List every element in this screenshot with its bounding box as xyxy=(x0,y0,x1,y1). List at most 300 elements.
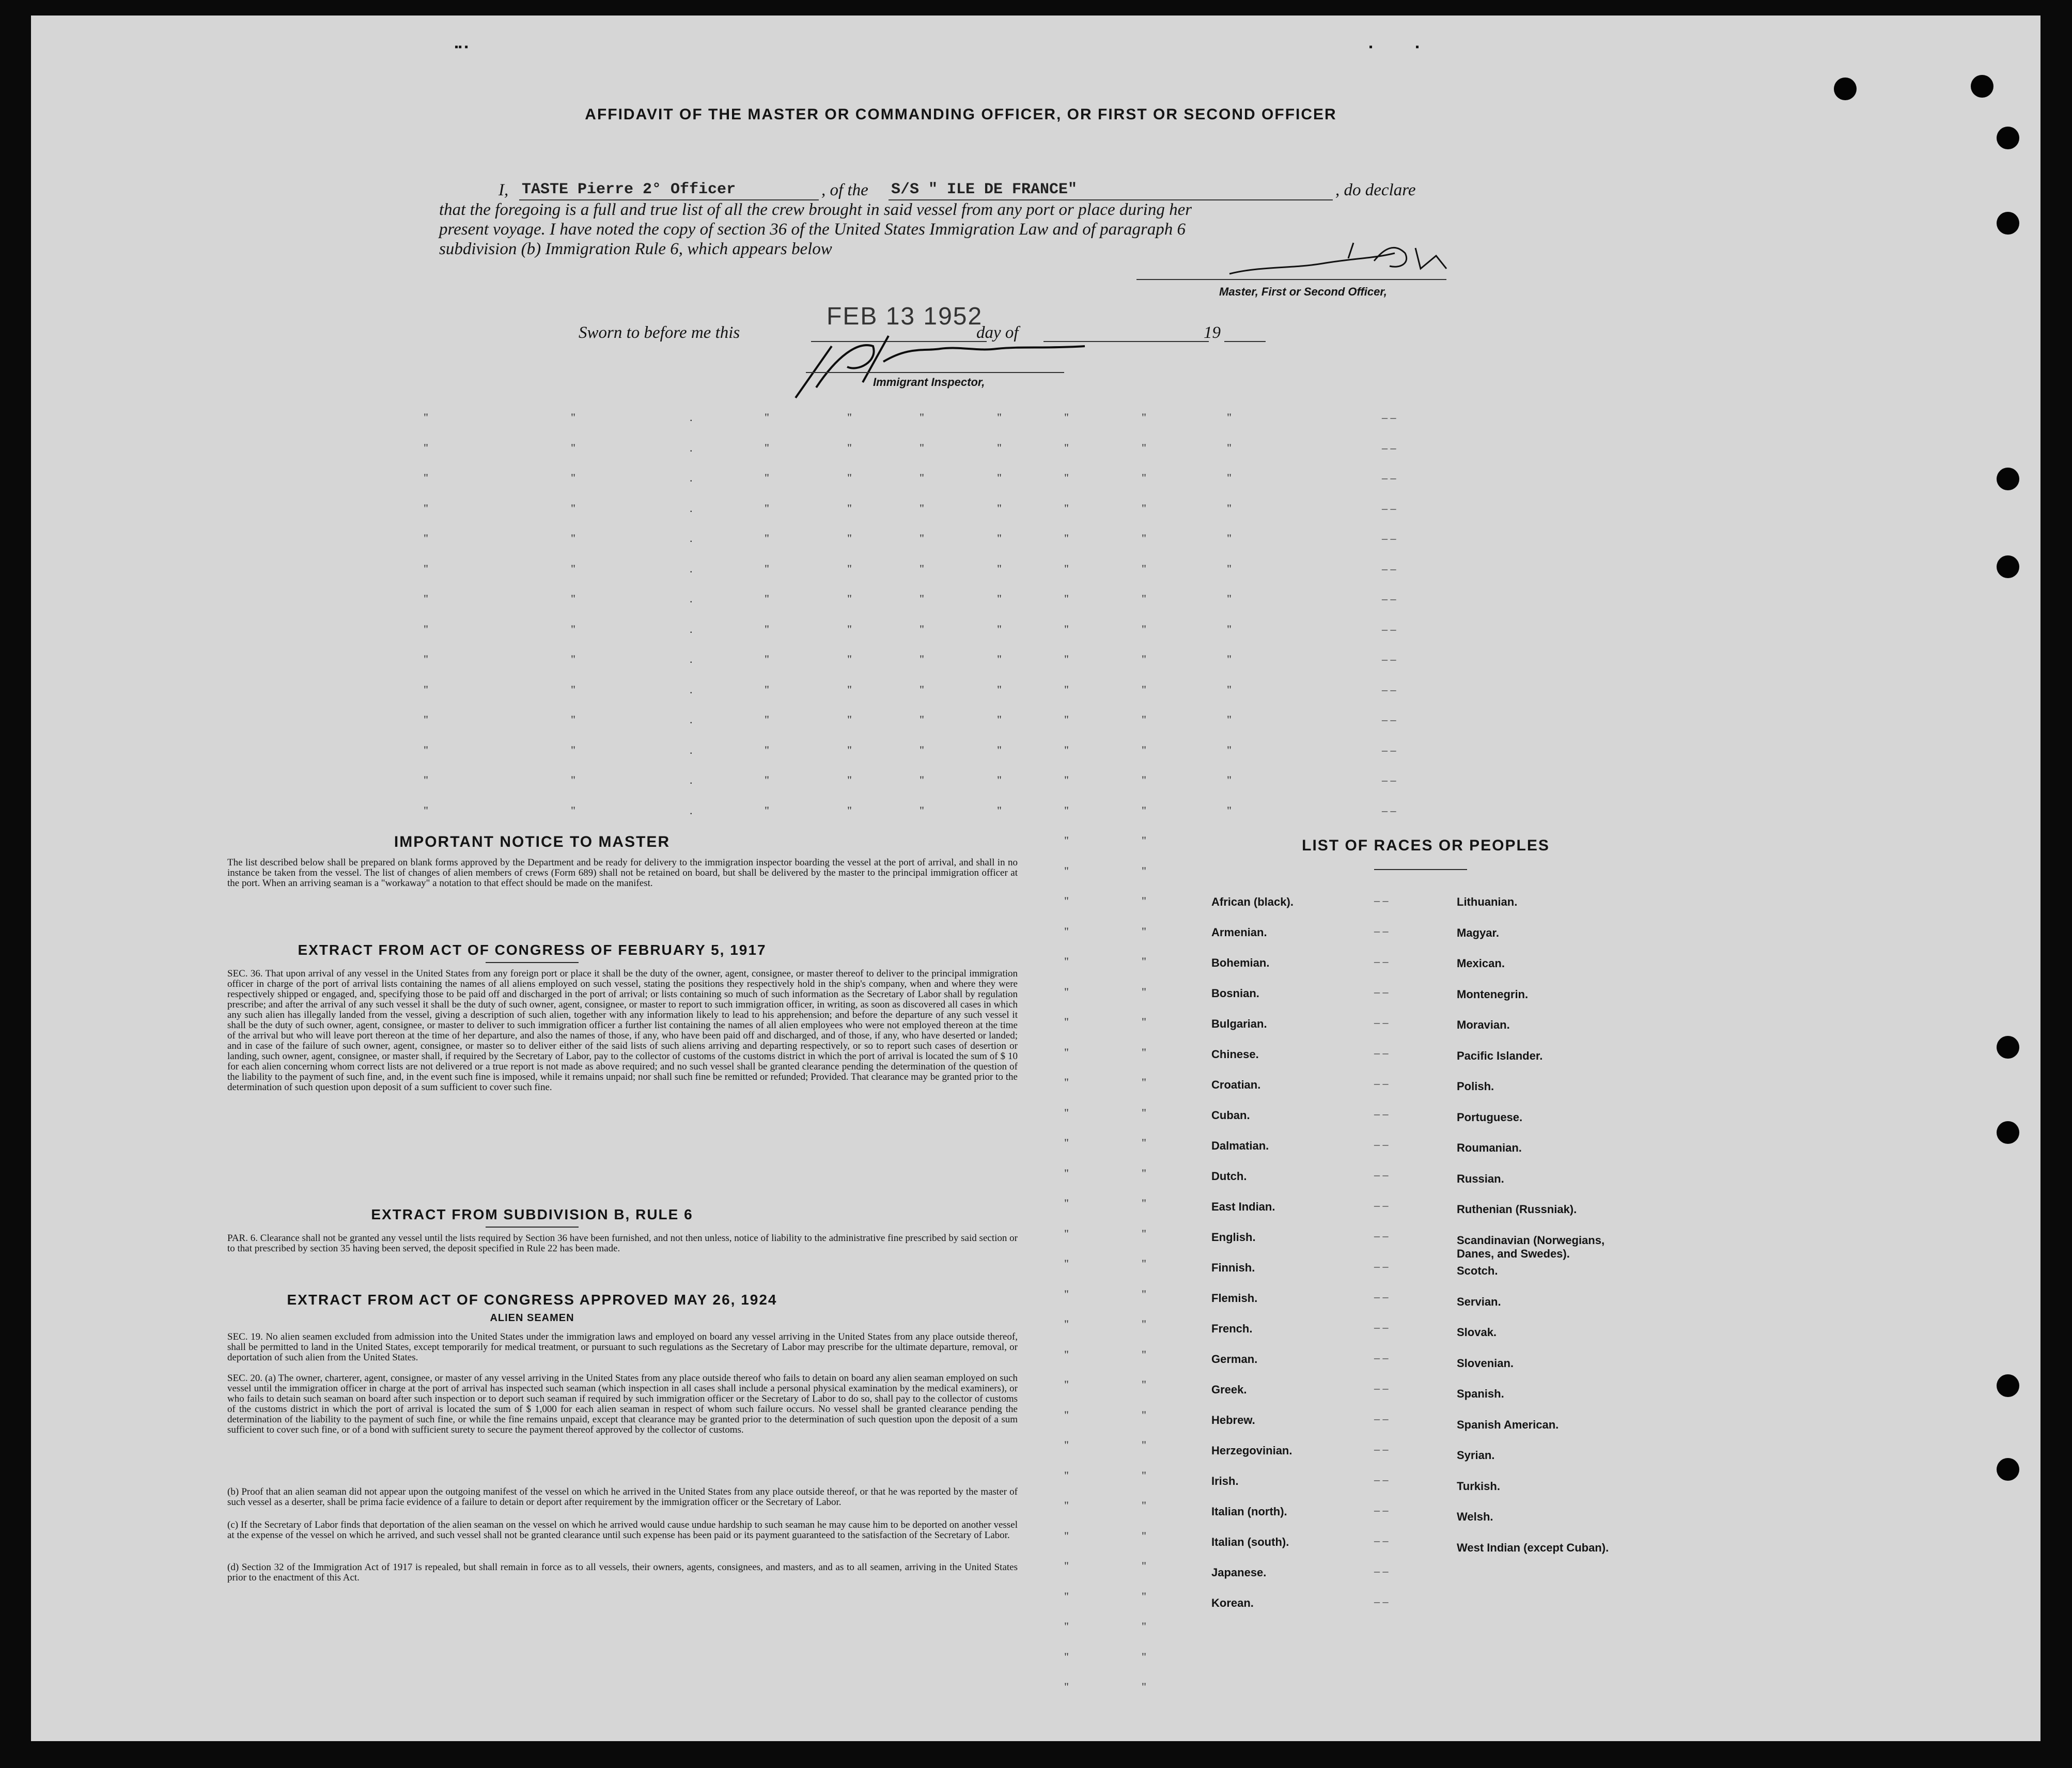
ditto-mark: " xyxy=(424,653,428,665)
race-item: Ruthenian (Russniak). xyxy=(1457,1203,1577,1216)
extract-rule6-title: EXTRACT FROM SUBDIVISION B, RULE 6 xyxy=(371,1206,693,1222)
ditto-mark: " xyxy=(571,773,575,786)
binder-hole xyxy=(1997,555,2019,578)
ditto-mark: " xyxy=(1142,1197,1146,1209)
ditto-mark: " xyxy=(997,683,1002,696)
declaration-line-3: present voyage. I have noted the copy of section 36 of the United States Immigration Law and of paragraph 6 xyxy=(439,220,1186,239)
race-dash: – – xyxy=(1374,1260,1389,1273)
ditto-mark: " xyxy=(571,592,575,605)
race-dash: – – xyxy=(1374,985,1389,998)
race-item: Welsh. xyxy=(1457,1510,1493,1523)
inspector-line xyxy=(806,372,1064,373)
sec-19-text: SEC. 19. No alien seamen excluded from admission into the United States under the immigration laws and employed on board any vessel arriving in the United States from any place outside thereof, shall be permitted to land in the United States, except temporarily for medical treatment, or pursuant to such regulations as the Secretary of Labor may prescribe for the ultimate departure, removal, or deportation of such alien from the United States. xyxy=(227,1331,1018,1363)
ditto-mark: " xyxy=(1142,1257,1146,1270)
ditto-mark: " xyxy=(1064,743,1069,756)
ditto-mark: " xyxy=(1142,1015,1146,1028)
ditto-mark: " xyxy=(920,411,924,424)
ditto-mark: " xyxy=(1064,955,1069,968)
declaration-line-4: subdivision (b) Immigration Rule 6, which appears below xyxy=(439,240,832,258)
ditto-mark: " xyxy=(1064,713,1069,726)
binder-hole xyxy=(1971,75,1993,98)
ditto-mark: " xyxy=(571,803,575,817)
of-the-text: , of the xyxy=(821,181,868,199)
ditto-mark: " xyxy=(1142,1166,1146,1180)
ditto-mark: . xyxy=(690,622,693,635)
ditto-mark: " xyxy=(1142,1468,1146,1482)
notice-body: The list described below shall be prepared on blank forms approved by the Department and be ready for delivery to the immigration inspector boarding the vessel at the port of arrival, and shall in no instance be taken from the vessel. The list of changes of alien members of crews (Form 689) shall not be retained on board, but shall be delivered by the master to the principal immigration officer at the port. When an arriving seaman is a "workaway" a notation to that effect should be made on the manifest. xyxy=(227,857,1018,889)
ditto-mark: " xyxy=(1064,653,1069,665)
ditto-mark: " xyxy=(1064,471,1069,484)
ditto-mark: " xyxy=(997,803,1002,817)
ditto-mark: " xyxy=(1227,441,1232,454)
race-dash: – – xyxy=(1374,1595,1389,1608)
race-dash: – – xyxy=(1374,1382,1389,1394)
race-item: Flemish. xyxy=(1211,1292,1258,1305)
race-dash: – – xyxy=(1374,1107,1389,1120)
race-dash: – – xyxy=(1374,1199,1389,1212)
master-officer-label: Master, First or Second Officer, xyxy=(1219,285,1387,298)
race-dash: – – xyxy=(1374,1443,1389,1455)
race-item: West Indian (except Cuban). xyxy=(1457,1541,1609,1554)
ditto-mark: " xyxy=(765,532,769,545)
print-mark: ▪ xyxy=(1415,41,1420,53)
ditto-mark: " xyxy=(424,683,428,696)
race-dash: – – xyxy=(1374,894,1389,907)
race-dash: – – xyxy=(1374,1534,1389,1547)
race-dash: – – xyxy=(1374,1564,1389,1577)
ditto-mark: " xyxy=(765,411,769,424)
ditto-mark: " xyxy=(424,501,428,515)
ditto-mark: " xyxy=(424,773,428,786)
ditto-mark: " xyxy=(765,471,769,484)
ditto-mark: " xyxy=(1064,924,1069,938)
ditto-mark: . xyxy=(690,532,693,545)
ditto-mark: " xyxy=(847,501,852,515)
ditto-mark: " xyxy=(1142,924,1146,938)
ditto-mark: " xyxy=(1227,562,1232,575)
notice-title: IMPORTANT NOTICE TO MASTER xyxy=(394,833,671,850)
race-dash: – – xyxy=(1374,1138,1389,1151)
race-dash: – – xyxy=(1374,1046,1389,1059)
ditto-mark: " xyxy=(847,411,852,424)
ditto-mark: " xyxy=(1064,441,1069,454)
race-item: Magyar. xyxy=(1457,926,1499,939)
ditto-mark: " xyxy=(1064,1045,1069,1059)
ditto-mark: " xyxy=(424,713,428,726)
ditto-mark: . xyxy=(690,743,693,756)
ditto-mark: " xyxy=(920,501,924,515)
ditto-mark: " xyxy=(1064,985,1069,998)
ditto-mark: " xyxy=(1064,1136,1069,1149)
race-item: Roumanian. xyxy=(1457,1141,1522,1154)
sworn-text: Sworn to before me this xyxy=(579,323,740,342)
ditto-mark: " xyxy=(847,683,852,696)
ditto-mark: " xyxy=(1064,864,1069,877)
race-item: Spanish. xyxy=(1457,1387,1504,1400)
ditto-mark: " xyxy=(920,441,924,454)
ditto-mark: " xyxy=(1142,803,1146,817)
year-line xyxy=(1224,341,1266,342)
race-item: East Indian. xyxy=(1211,1200,1275,1213)
ditto-mark: " xyxy=(920,532,924,545)
day-of-text: day of xyxy=(976,323,1019,342)
race-item: Hebrew. xyxy=(1211,1414,1255,1426)
ditto-mark: " xyxy=(571,622,575,635)
ditto-mark: " xyxy=(1142,1106,1146,1119)
race-item: Scandinavian (Norwegians, Danes, and Swedes). xyxy=(1457,1233,1605,1260)
ditto-mark: " xyxy=(920,471,924,484)
ditto-mark: " xyxy=(847,471,852,484)
extract-1924-title: EXTRACT FROM ACT OF CONGRESS APPROVED MAY 26, 1924 xyxy=(287,1292,777,1308)
ditto-mark: . xyxy=(690,653,693,665)
race-dash: – – xyxy=(1374,1290,1389,1303)
ditto-mark: " xyxy=(847,532,852,545)
ditto-mark: " xyxy=(765,622,769,635)
manifest-sheet xyxy=(31,15,2040,1741)
ditto-mark: " xyxy=(1142,411,1146,424)
ditto-mark: " xyxy=(920,653,924,665)
affidavit-title: AFFIDAVIT OF THE MASTER OR COMMANDING OFFICER, OR FIRST OR SECOND OFFICER xyxy=(585,106,1337,123)
ditto-mark: " xyxy=(1227,411,1232,424)
ditto-mark: – – xyxy=(1382,773,1396,786)
ditto-mark: " xyxy=(1064,1468,1069,1482)
race-item: Herzegovinian. xyxy=(1211,1444,1292,1457)
ditto-mark: " xyxy=(765,683,769,696)
ditto-mark: " xyxy=(1142,441,1146,454)
ditto-mark: " xyxy=(424,441,428,454)
ditto-mark: " xyxy=(1064,592,1069,605)
ditto-mark: " xyxy=(571,713,575,726)
ditto-mark: " xyxy=(424,532,428,545)
ditto-mark: " xyxy=(571,501,575,515)
binder-hole xyxy=(1997,1121,2019,1144)
binder-hole xyxy=(1997,1036,2019,1059)
ditto-mark: – – xyxy=(1382,441,1396,454)
ditto-mark: " xyxy=(424,411,428,424)
ditto-mark: " xyxy=(571,441,575,454)
race-item: French. xyxy=(1211,1322,1253,1335)
ditto-mark: – – xyxy=(1382,592,1396,605)
ditto-mark: " xyxy=(847,653,852,665)
race-dash: – – xyxy=(1374,955,1389,968)
binder-hole xyxy=(1997,212,2019,235)
ditto-mark: " xyxy=(424,803,428,817)
inspector-label: Immigrant Inspector, xyxy=(873,376,985,389)
ditto-mark: " xyxy=(1064,1257,1069,1270)
ditto-mark: " xyxy=(424,471,428,484)
ditto-mark: " xyxy=(1064,1378,1069,1391)
ditto-mark: " xyxy=(1142,592,1146,605)
ditto-mark: " xyxy=(1064,773,1069,786)
ditto-mark: " xyxy=(1064,1287,1069,1300)
race-item: Italian (south). xyxy=(1211,1536,1289,1548)
ditto-mark: " xyxy=(920,773,924,786)
ditto-mark: " xyxy=(997,441,1002,454)
ditto-mark: " xyxy=(1064,501,1069,515)
ditto-mark: " xyxy=(920,622,924,635)
ditto-mark: " xyxy=(1064,803,1069,817)
ditto-mark: " xyxy=(1142,1076,1146,1089)
race-item: Dalmatian. xyxy=(1211,1139,1269,1152)
ditto-mark: " xyxy=(847,803,852,817)
ditto-mark: " xyxy=(1142,471,1146,484)
ditto-mark: " xyxy=(1142,562,1146,575)
ditto-mark: " xyxy=(1064,834,1069,847)
race-dash: – – xyxy=(1374,1473,1389,1486)
race-item: Pacific Islander. xyxy=(1457,1049,1543,1062)
do-declare-text: , do declare xyxy=(1335,181,1416,199)
ditto-mark: " xyxy=(1227,683,1232,696)
year-prefix: 19 xyxy=(1204,323,1221,342)
ditto-mark: – – xyxy=(1382,653,1396,665)
ditto-mark: " xyxy=(997,501,1002,515)
sec-20c-text: (c) If the Secretary of Labor finds that deportation of the alien seaman on the vessel on which he arrived would cause undue hardship to such seaman he may cause him to be deported on another vessel at the expense of the vessel on which he arrived, and such vessel shall not be granted clearance until such expense has been paid or its payment guaranteed to the satisfaction of the Secretary of Labor. xyxy=(227,1519,1018,1541)
ditto-mark: . xyxy=(690,411,693,424)
sec-20d-text: (d) Section 32 of the Immigration Act of 1917 is repealed, but shall remain in force as to all vessels, their owners, agents, consignees, and masters, and as to all seamen, arriving in the United States prior to the enactment of this Act. xyxy=(227,1562,1018,1583)
ditto-mark: . xyxy=(690,713,693,726)
ditto-mark: " xyxy=(1227,743,1232,756)
ditto-mark: " xyxy=(1064,1589,1069,1603)
ditto-mark: . xyxy=(690,471,693,484)
ditto-mark: " xyxy=(571,683,575,696)
inspector-signature xyxy=(754,325,1147,403)
race-item: Irish. xyxy=(1211,1475,1239,1487)
ditto-mark: " xyxy=(847,441,852,454)
ditto-mark: " xyxy=(997,562,1002,575)
ditto-mark: " xyxy=(1064,411,1069,424)
ditto-mark: " xyxy=(1064,1015,1069,1028)
ditto-mark: " xyxy=(1227,622,1232,635)
ditto-mark: " xyxy=(847,562,852,575)
ditto-mark: " xyxy=(1142,743,1146,756)
race-item: Korean. xyxy=(1211,1596,1254,1609)
binder-hole xyxy=(1834,77,1857,100)
ditto-mark: " xyxy=(847,713,852,726)
ditto-mark: . xyxy=(690,562,693,575)
ditto-mark: – – xyxy=(1382,683,1396,696)
ditto-mark: – – xyxy=(1382,622,1396,635)
print-mark: ▪ xyxy=(1369,41,1373,53)
ditto-mark: " xyxy=(920,592,924,605)
ditto-mark: " xyxy=(997,622,1002,635)
binder-hole xyxy=(1997,1374,2019,1397)
race-item: Slovak. xyxy=(1457,1326,1497,1339)
ditto-mark: " xyxy=(997,592,1002,605)
ditto-mark: " xyxy=(1142,683,1146,696)
race-item: Bohemian. xyxy=(1211,956,1270,969)
ditto-mark: – – xyxy=(1382,743,1396,756)
races-title: LIST OF RACES OR PEOPLES xyxy=(1302,837,1550,854)
race-item: Japanese. xyxy=(1211,1566,1267,1579)
ditto-mark: " xyxy=(1142,1136,1146,1149)
ditto-mark: " xyxy=(765,713,769,726)
race-item: Servian. xyxy=(1457,1295,1501,1308)
ditto-mark: " xyxy=(920,743,924,756)
ditto-mark: " xyxy=(1142,653,1146,665)
ditto-mark: " xyxy=(997,713,1002,726)
signature-line xyxy=(1136,279,1446,280)
ditto-mark: " xyxy=(1227,803,1232,817)
race-item: Polish. xyxy=(1457,1080,1494,1093)
print-mark: ▪▪ ▪ xyxy=(455,41,469,53)
ditto-mark: " xyxy=(765,501,769,515)
race-item: Moravian. xyxy=(1457,1018,1510,1031)
ditto-mark: " xyxy=(1142,1378,1146,1391)
race-item: Slovenian. xyxy=(1457,1356,1514,1370)
binder-hole xyxy=(1997,1458,2019,1481)
ditto-mark: " xyxy=(765,653,769,665)
race-item: Chinese. xyxy=(1211,1048,1259,1061)
ditto-mark: " xyxy=(1142,894,1146,907)
ditto-mark: " xyxy=(1142,1559,1146,1572)
ditto-mark: " xyxy=(1064,1499,1069,1512)
race-dash: – – xyxy=(1374,1351,1389,1364)
ditto-mark: " xyxy=(847,592,852,605)
ditto-mark: " xyxy=(1227,592,1232,605)
ditto-mark: " xyxy=(765,441,769,454)
ditto-mark: " xyxy=(765,773,769,786)
ditto-mark: " xyxy=(765,592,769,605)
ditto-mark: " xyxy=(997,532,1002,545)
ditto-mark: – – xyxy=(1382,471,1396,484)
ditto-mark: – – xyxy=(1382,803,1396,817)
ditto-mark: " xyxy=(920,683,924,696)
race-dash: – – xyxy=(1374,1321,1389,1333)
ditto-mark: " xyxy=(424,622,428,635)
ditto-mark: . xyxy=(690,683,693,696)
ditto-mark: " xyxy=(1227,471,1232,484)
ditto-mark: " xyxy=(920,562,924,575)
ditto-mark: " xyxy=(1064,1620,1069,1633)
race-item: English. xyxy=(1211,1231,1256,1244)
ditto-mark: " xyxy=(1142,864,1146,877)
race-item: Bulgarian. xyxy=(1211,1017,1267,1030)
ditto-mark: " xyxy=(847,743,852,756)
ditto-mark: " xyxy=(920,713,924,726)
race-item: Italian (north). xyxy=(1211,1505,1287,1518)
ditto-mark: " xyxy=(1064,1197,1069,1209)
ditto-mark: " xyxy=(1064,1529,1069,1542)
binder-hole xyxy=(1997,127,2019,149)
ditto-mark: . xyxy=(690,803,693,817)
race-dash: – – xyxy=(1374,1503,1389,1516)
ditto-mark: " xyxy=(765,562,769,575)
ditto-mark: " xyxy=(1142,1620,1146,1633)
race-item: German. xyxy=(1211,1353,1258,1366)
ditto-mark: " xyxy=(1142,1438,1146,1451)
ditto-mark: " xyxy=(997,411,1002,424)
sec-20b-text: (b) Proof that an alien seaman did not appear upon the outgoing manifest of the vessel on which he arrived in the United States from any place outside thereof, or that he was reported by the master of such vessel as a deserter, shall be prima facie evidence of a failure to detain or deport after requirement by the immigration officer or the Secretary of Labor. xyxy=(227,1486,1018,1508)
race-item: Greek. xyxy=(1211,1383,1247,1396)
ditto-mark: " xyxy=(1142,1045,1146,1059)
race-item: African (black). xyxy=(1211,895,1294,908)
ditto-mark: . xyxy=(690,773,693,786)
ditto-mark: – – xyxy=(1382,411,1396,424)
ditto-mark: " xyxy=(997,743,1002,756)
ditto-mark: " xyxy=(1227,773,1232,786)
ditto-mark: " xyxy=(424,562,428,575)
ditto-mark: " xyxy=(1142,1499,1146,1512)
ditto-mark: " xyxy=(1142,1408,1146,1421)
extract-1917-title: EXTRACT FROM ACT OF CONGRESS OF FEBRUARY 5, 1917 xyxy=(298,942,767,958)
ditto-mark: " xyxy=(1064,1438,1069,1451)
ditto-mark: " xyxy=(1064,1166,1069,1180)
ditto-mark: " xyxy=(1142,1589,1146,1603)
extract-rule6-body: PAR. 6. Clearance shall not be granted any vessel until the lists required by Section 36 have been furnished, and not then unless, notice of liability to the administrative fine prescribed by said section or to that prescribed by section 35 having been served, the deposit specified in Rule 22 has been made. xyxy=(227,1233,1018,1254)
ditto-mark: . xyxy=(690,592,693,605)
ditto-mark: " xyxy=(571,532,575,545)
ditto-mark: " xyxy=(997,471,1002,484)
ditto-mark: " xyxy=(1064,1559,1069,1572)
ditto-mark: " xyxy=(571,743,575,756)
ditto-mark: " xyxy=(1142,985,1146,998)
ditto-mark: " xyxy=(571,471,575,484)
race-item: Lithuanian. xyxy=(1457,895,1518,908)
race-item: Russian. xyxy=(1457,1172,1504,1185)
master-signature xyxy=(1219,238,1467,284)
ditto-mark: " xyxy=(1064,622,1069,635)
race-item: Armenian. xyxy=(1211,926,1267,939)
ditto-mark: " xyxy=(1142,532,1146,545)
typed-vessel-name: S/S " ILE DE FRANCE" xyxy=(891,181,1078,198)
ditto-mark: " xyxy=(1064,683,1069,696)
ditto-mark: " xyxy=(1227,501,1232,515)
ditto-mark: " xyxy=(1064,1347,1069,1361)
ditto-mark: " xyxy=(424,592,428,605)
ditto-mark: – – xyxy=(1382,562,1396,575)
ditto-mark: " xyxy=(997,773,1002,786)
ditto-mark: " xyxy=(1227,653,1232,665)
ditto-mark: " xyxy=(1064,562,1069,575)
race-item: Croatian. xyxy=(1211,1078,1261,1091)
ditto-mark: " xyxy=(1142,713,1146,726)
ditto-mark: " xyxy=(1142,1317,1146,1330)
race-item: Portuguese. xyxy=(1457,1110,1523,1124)
declaration-prefix: I, xyxy=(498,181,509,199)
ditto-mark: " xyxy=(1064,1076,1069,1089)
typed-officer-name: TASTE Pierre 2° Officer xyxy=(522,181,736,198)
declaration-line-2: that the foregoing is a full and true list of all the crew brought in said vessel from any port or place during her xyxy=(439,200,1192,219)
extract-1917-rule xyxy=(486,962,579,963)
race-item: Bosnian. xyxy=(1211,987,1259,1000)
ditto-mark: " xyxy=(847,622,852,635)
race-dash: – – xyxy=(1374,924,1389,937)
received-date-stamp: FEB 13 1952 xyxy=(827,303,983,330)
ditto-mark: " xyxy=(1064,1650,1069,1663)
ditto-mark: " xyxy=(1142,1529,1146,1542)
extract-1917-body: SEC. 36. That upon arrival of any vessel in the United States from any foreign port or place it shall be the duty of the owner, agent, consignee, or master thereof to deliver to the principal immigration officer in charge of the port of arrival lists containing the names of all aliens employed on such vessel, stating the positions they respectively hold in the ship's company, when and where they were respectively shipped or engaged, and, specifying those to be paid off and discharged in the port of arrival; or lists containing so much of such information as the Secretary of Labor shall by regulation prescribe; and after the arrival of any such vessel it shall be the duty of such owner, agent, consignee, or master to report to such immigration officer, in writing, as soon as discovered all cases in which any such alien has illegally landed from the vessel, giving a description of such alien, together with any information likely to lead to his apprehension; and before the departure of any such vessel it shall be the duty of such owner, agent, consignee, or master to deliver to such immigration officer a further list containing the names of all alien employees who were not employed thereon at the time of the arrival but who will leave port thereon at the time of her departure, and also the names of those, if any, who have been paid off and discharged, and of those, if any, who have deserted or landed; and in case of the failure of such owner, agent, consignee, or master so to deliver either of the said lists of such aliens arriving and departing respectively, or so to report such cases of desertion or landing, such owner, agent, consignee, or master shall, if required by the Secretary of Labor, pay to the collector of customs of the customs district in which the port of arrival is located the sum of $ 10 for each alien concerning whom correct lists are not delivered or a true report is not made as above required; and no such vessel shall be granted clearance pending the determination of the question of the liability to the payment of such fine, and, in the event such fine is imposed, while it remains unpaid; nor shall such fine be remitted or refunded; Provided. That clearance may be granted prior to the determination of such question upon deposit of a sum sufficient to cover such fine. xyxy=(227,968,1018,1093)
race-dash: – – xyxy=(1374,1077,1389,1090)
ditto-mark: " xyxy=(1064,1227,1069,1240)
race-item: Montenegrin. xyxy=(1457,987,1529,1001)
ditto-mark: – – xyxy=(1382,501,1396,515)
ditto-mark: " xyxy=(765,743,769,756)
ditto-mark: " xyxy=(1142,622,1146,635)
ditto-mark: " xyxy=(1142,773,1146,786)
ditto-mark: . xyxy=(690,501,693,515)
extract-rule6-rule xyxy=(486,1227,579,1228)
ditto-mark: " xyxy=(1064,1106,1069,1119)
ditto-mark: " xyxy=(997,653,1002,665)
ditto-mark: " xyxy=(1064,894,1069,907)
ditto-mark: " xyxy=(1064,532,1069,545)
race-item: Syrian. xyxy=(1457,1449,1495,1462)
ditto-mark: " xyxy=(1227,532,1232,545)
race-item: Mexican. xyxy=(1457,957,1505,970)
ditto-mark: " xyxy=(1064,1317,1069,1330)
alien-seamen-subtitle: ALIEN SEAMEN xyxy=(490,1312,574,1324)
ditto-mark: " xyxy=(1064,1680,1069,1693)
